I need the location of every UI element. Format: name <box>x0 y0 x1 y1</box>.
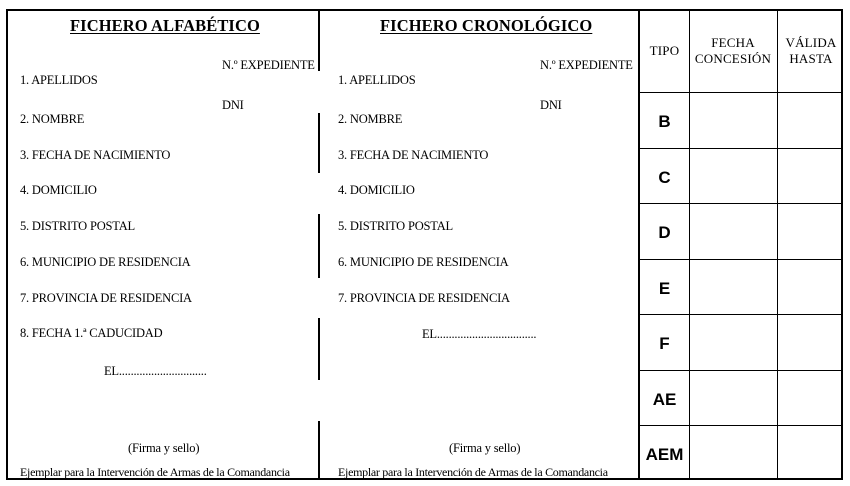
table-row-divider <box>640 314 843 315</box>
alfabetico-field-apellidos: 1. APELLIDOS <box>20 73 98 87</box>
cronologico-firma-label: (Firma y sello) <box>449 441 521 455</box>
cronologico-field-fecha-nacimiento: 3. FECHA DE NACIMIENTO <box>338 148 489 162</box>
cronologico-field-apellidos: 1. APELLIDOS <box>338 73 416 87</box>
cronologico-field-provincia: 7. PROVINCIA DE RESIDENCIA <box>338 291 510 305</box>
alfabetico-field-fecha-caducidad: 8. FECHA 1.ª CADUCIDAD <box>20 326 163 340</box>
fichero-divider <box>318 421 320 480</box>
type-cell-b: B <box>658 112 671 131</box>
alfabetico-field-provincia: 7. PROVINCIA DE RESIDENCIA <box>20 291 192 305</box>
header-valida-hasta <box>777 35 845 67</box>
cronologico-field-domicilio: 4. DOMICILIO <box>338 183 415 197</box>
alfabetico-firma-label: (Firma y sello) <box>128 441 200 455</box>
type-cell-f: F <box>659 334 670 353</box>
alfabetico-expediente-label: N.º EXPEDIENTE <box>222 58 315 72</box>
alfabetico-ejemplar-note: Ejemplar para la Intervención de Armas de la Comandancia <box>20 465 290 479</box>
cronologico-title: FICHERO CRONOLÓGICO <box>380 16 593 35</box>
alfabetico-field-domicilio: 4. DOMICILIO <box>20 183 97 197</box>
type-cell-ae: AE <box>652 390 677 409</box>
cronologico-dni-label: DNI <box>540 98 562 112</box>
header-fecha-line: FECHA <box>711 35 755 50</box>
header-tipo: TIPO <box>649 43 680 58</box>
alfabetico-field-nombre: 2. NOMBRE <box>20 112 85 126</box>
type-cell-c: C <box>658 168 671 187</box>
header-valida-line: VÁLIDA <box>785 35 837 50</box>
cronologico-field-nombre: 2. NOMBRE <box>338 112 403 126</box>
license-type-table <box>638 11 843 480</box>
table-row-divider <box>640 425 843 426</box>
fichero-divider <box>318 11 320 71</box>
license-record-card <box>6 9 843 480</box>
alfabetico-field-distrito-postal: 5. DISTRITO POSTAL <box>20 219 135 233</box>
cronologico-ejemplar-note: Ejemplar para la Intervención de Armas de la Comandancia <box>338 465 608 479</box>
table-row-divider <box>640 370 843 371</box>
type-cell-aem: AEM <box>645 445 684 464</box>
alfabetico-el-line: EL.............................. <box>104 364 207 378</box>
fichero-divider <box>318 318 320 380</box>
table-row-divider <box>640 92 843 93</box>
alfabetico-field-municipio: 6. MUNICIPIO DE RESIDENCIA <box>20 255 191 269</box>
table-column-divider <box>777 11 778 480</box>
header-concesion-line: CONCESIÓN <box>694 51 772 66</box>
cronologico-field-distrito-postal: 5. DISTRITO POSTAL <box>338 219 453 233</box>
type-cell-e: E <box>658 279 671 298</box>
header-fecha-concesion <box>689 35 777 67</box>
fichero-divider <box>318 214 320 278</box>
alfabetico-field-fecha-nacimiento: 3. FECHA DE NACIMIENTO <box>20 148 171 162</box>
cronologico-el-line: EL.................................. <box>422 327 537 341</box>
fichero-divider <box>318 113 320 173</box>
type-cell-d: D <box>658 223 671 242</box>
table-row-divider <box>640 148 843 149</box>
table-column-divider <box>689 11 690 480</box>
header-hasta-line: HASTA <box>789 51 833 66</box>
cronologico-expediente-label: N.º EXPEDIENTE <box>540 58 633 72</box>
table-row-divider <box>640 203 843 204</box>
alfabetico-dni-label: DNI <box>222 98 244 112</box>
cronologico-field-municipio: 6. MUNICIPIO DE RESIDENCIA <box>338 255 509 269</box>
table-row-divider <box>640 259 843 260</box>
alfabetico-title: FICHERO ALFABÉTICO <box>70 16 260 35</box>
